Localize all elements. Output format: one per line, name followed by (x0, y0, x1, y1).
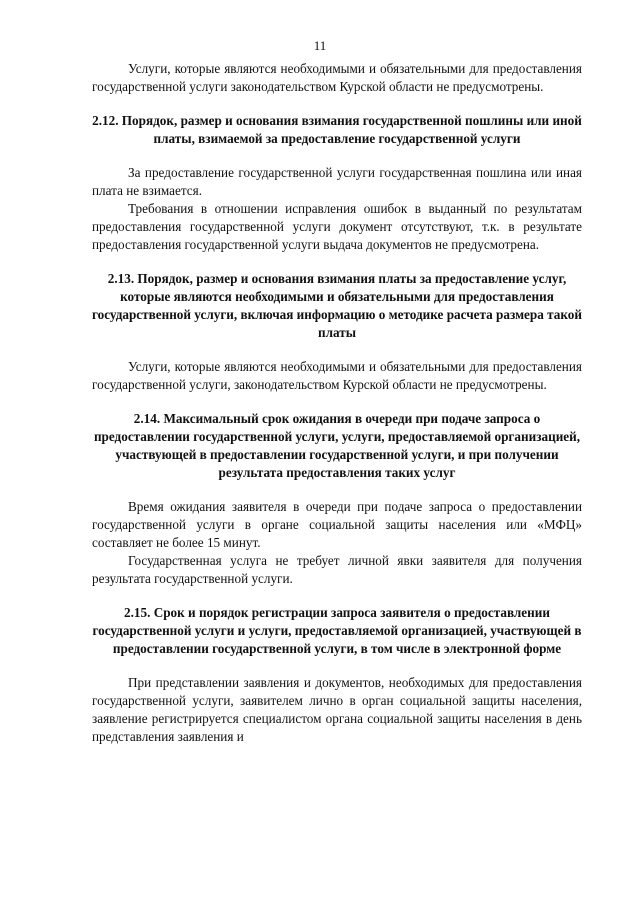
section-heading: 2.12. Порядок, размер и основания взимания государственной пошлины или иной платы, взимаемой за предоставление государственной услуги (92, 113, 582, 146)
paragraph: Требования в отношении исправления ошибок в выданный по результатам предоставления государственной услуги документ отсутствуют, т.к. в результате предоставления государственной услуги выдача документов не предусмотрена. (92, 201, 582, 252)
paragraph: Услуги, которые являются необходимыми и обязательными для предоставления государственной услуги законодательством Курской области не предусмотрены. (92, 61, 582, 94)
paragraph: За предоставление государственной услуги государственная пошлина или иная плата не взимается. (92, 165, 582, 198)
paragraph: Время ожидания заявителя в очереди при подаче запроса о предоставлении государственной услуги в органе социальной защиты населения или «МФЦ» составляет не более 15 минут. (92, 499, 582, 550)
paragraph: Государственная услуга не требует личной явки заявителя для получения результата государственной услуги. (92, 553, 582, 586)
paragraph: Услуги, которые являются необходимыми и обязательными для предоставления государственной услуги, законодательством Курской области не предусмотрены. (92, 359, 582, 392)
section-heading: 2.13. Порядок, размер и основания взимания платы за предоставление услуг, которые являются необходимыми и обязательными для предоставления государственной услуги, включая информацию о методике расчета размера такой платы (92, 271, 582, 340)
section-heading: 2.14. Максимальный срок ожидания в очереди при подаче запроса о предоставлении государственной услуги, услуги, предоставляемой организацией, участвующей в предоставлении государственной услуги, и при получении результата предоставления таких услуг (93, 411, 581, 480)
document-body (92, 60, 582, 746)
paragraph: При представлении заявления и документов, необходимых для предоставления государственной услуги, заявителем лично в орган социальной защиты населения, заявление регистрируется специалистом органа социальной защиты населения в день представления заявления и (92, 675, 582, 744)
page-number: 11 (313, 38, 327, 53)
section-heading: 2.15. Срок и порядок регистрации запроса заявителя о предоставлении государственной услуги и услуги, предоставляемой организацией, участвующей в предоставлении государственной услуги, в том числе в электронной форме (92, 605, 582, 656)
